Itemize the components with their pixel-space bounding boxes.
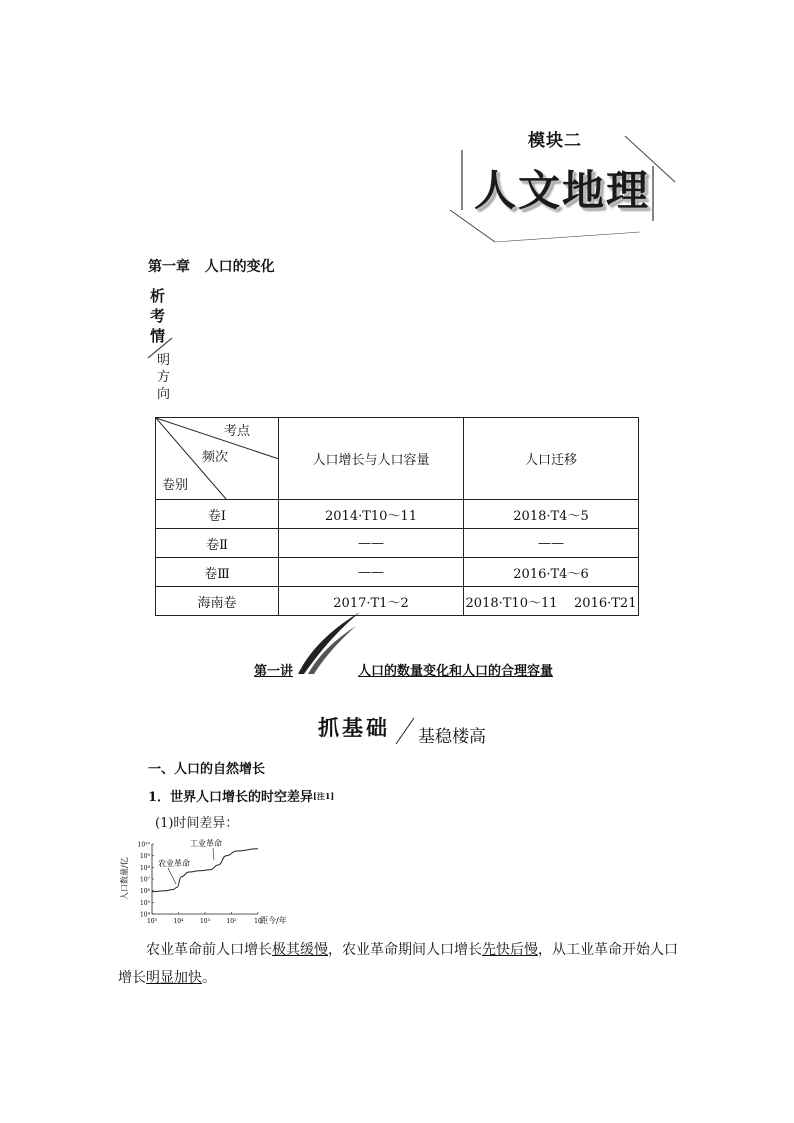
chart-axes [152,844,258,914]
x-tick-label: 10² [226,918,237,925]
row-paper: 卷Ⅰ [156,500,279,529]
annotation-pointer [168,868,176,884]
diag-label-topic: 考点 [224,424,251,439]
y-tick-label: 10⁸ [139,864,150,872]
underlined-keyword: 明显加快 [146,970,202,986]
y-tick-label: 10⁹ [139,853,150,861]
row-paper: 卷Ⅲ [156,558,279,587]
population-growth-chart [118,836,308,928]
row-paper: 海南卷 [156,587,279,616]
table-cell: 2018·T10～11 2016·T21 [464,587,639,616]
item-heading [148,786,334,805]
subitem-heading: (1)时间差异： [155,816,239,831]
table-cell: —— [279,558,464,587]
side-char: 考 [150,307,166,325]
lecture-swoosh-decoration [296,610,362,676]
table-cell: —— [279,529,464,558]
annotation-agricultural-revolution: 农业革命 [158,859,190,868]
table-cell: 2014·T10～11 [279,500,464,529]
column-header: 人口增长与人口容量 [279,418,464,500]
table-row [156,587,639,616]
table-cell: 2016·T4～6 [464,558,639,587]
lecture-number: 第一讲 [254,664,294,679]
annotation-pointer [213,848,214,860]
y-tick-label: 10⁴ [139,911,150,919]
basics-heading: 抓基础 [318,716,390,740]
lecture-title: 人口的数量变化和人口的合理容量 [358,664,554,679]
x-axis-label: 距今/年 [260,916,287,925]
section-heading: 一、人口的自然增长 [148,762,266,777]
side-char: 方 [157,370,171,385]
population-curve [152,849,258,892]
side-heading-plain [157,352,173,403]
table-diagonal-header [156,418,279,500]
text-run: ，农业革命期间人口增长 [328,942,482,958]
side-char: 向 [157,387,171,402]
y-tick-label: 10⁶ [139,888,150,896]
table-cell: 2018·T4～5 [464,500,639,529]
x-tick-label: 10 [254,918,262,925]
table-row [156,558,639,587]
table-row [156,500,639,529]
module-title: 人文地理 [474,166,651,215]
diag-label-frequency: 频次 [202,450,229,465]
body-paragraph [118,936,678,992]
module-label: 模块二 [528,131,582,151]
row-paper: 卷Ⅱ [156,529,279,558]
y-axis-label: 人口数量/亿 [120,857,129,900]
column-header: 人口迁移 [464,418,639,500]
underlined-keyword: 先快后慢 [482,942,538,958]
x-tick-label: 10⁵ [146,918,158,925]
exam-frequency-table [155,417,638,611]
y-tick-label: 10⁵ [139,899,150,907]
text-run: ，从工业革命开始人口增长 [118,942,678,986]
item-heading-text: 1．世界人口增长的时空差异 [148,790,314,805]
text-run: 农业革命前人口增长 [146,942,272,958]
basics-subheading: 基稳楼高 [418,727,486,747]
diag-label-paper: 卷别 [162,478,189,493]
y-tick-label: 10⁷ [139,876,150,884]
x-tick-label: 10³ [199,918,211,925]
basics-slash [392,716,418,746]
table-cell: —— [464,529,639,558]
table-cell: 2017·T1～2 [279,587,464,616]
chapter-title: 第一章 人口的变化 [148,259,275,275]
x-tick-label: 10⁴ [173,918,184,925]
y-tick-label: 10¹⁰ [137,841,150,849]
side-char: 明 [157,353,171,368]
text-run: 。 [202,970,216,986]
note-marker: [注1] [313,791,335,801]
table-row [156,529,639,558]
y-tick-labels [138,842,154,919]
underlined-keyword: 极其缓慢 [272,942,328,958]
side-char: 析 [150,287,166,305]
side-char: 情 [150,327,166,345]
annotation-industrial-revolution: 工业革命 [190,839,222,848]
